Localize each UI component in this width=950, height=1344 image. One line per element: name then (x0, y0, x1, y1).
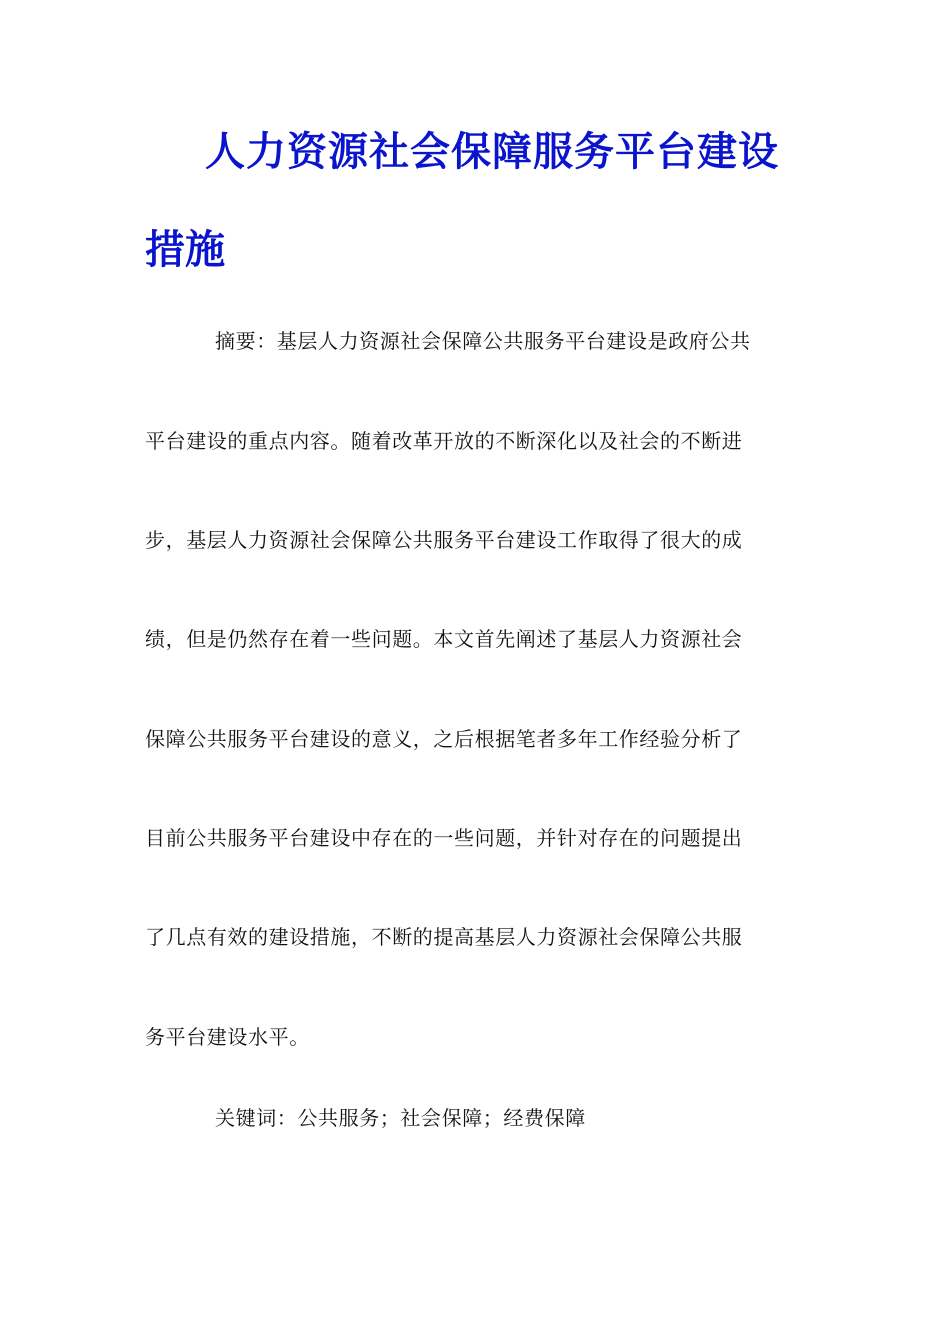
abstract-line-4: 绩，但是仍然存在着一些问题。本文首先阐述了基层人力资源社会 (145, 627, 743, 651)
abstract-line-6: 目前公共服务平台建设中存在的一些问题，并针对存在的问题提出 (145, 826, 743, 850)
document-title-line-2: 措施 (145, 226, 225, 273)
abstract-line-2: 平台建设的重点内容。随着改革开放的不断深化以及社会的不断进 (145, 429, 743, 453)
abstract-line-8: 务平台建设水平。 (145, 1025, 310, 1049)
abstract-line-5: 保障公共服务平台建设的意义，之后根据笔者多年工作经验分析了 (145, 727, 743, 751)
document-title-line-1: 人力资源社会保障服务平台建设 (205, 128, 779, 175)
abstract-line-7: 了几点有效的建设措施，不断的提高基层人力资源社会保障公共服 (145, 925, 743, 949)
abstract-line-1: 摘要：基层人力资源社会保障公共服务平台建设是政府公共 (215, 329, 751, 353)
abstract-line-3: 步，基层人力资源社会保障公共服务平台建设工作取得了很大的成 (145, 528, 743, 552)
keywords-line: 关键词：公共服务；社会保障；经费保障 (215, 1106, 586, 1130)
